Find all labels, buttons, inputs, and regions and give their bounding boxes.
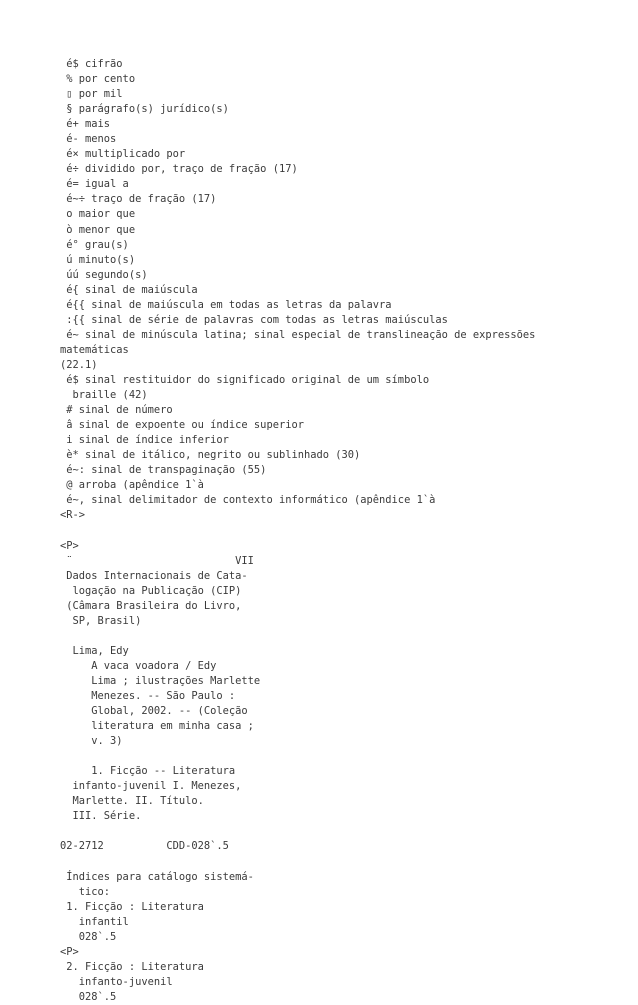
text-line: ¨ VII (60, 554, 254, 567)
text-line: A vaca voadora / Edy (60, 659, 217, 672)
text-line: 1. Ficção : Literatura (60, 900, 204, 913)
text-line (60, 824, 535, 839)
text-line: :{{ sinal de série de palavras com todas as letras maiúsculas (60, 313, 448, 326)
text-line: é~, sinal delimitador de contexto informático (apêndice 1`à (60, 494, 436, 507)
text-line: é° grau(s) (60, 238, 129, 251)
text-line: Global, 2002. -- (Coleção (60, 705, 248, 718)
text-line: matemáticas (60, 343, 129, 356)
text-line: é~÷ traço de fração (17) (60, 193, 217, 206)
text-line: Lima, Edy (60, 644, 129, 657)
text-line (60, 523, 535, 538)
text-line: <R-> (60, 509, 86, 522)
text-line: 2. Ficção : Literatura (60, 960, 204, 973)
text-line: (Câmara Brasileira do Livro, (60, 599, 242, 612)
text-line: Marlette. II. Título. (60, 795, 204, 808)
text-line: â sinal de expoente ou índice superior (60, 419, 304, 432)
text-line: Lima ; ilustrações Marlette (60, 674, 261, 687)
text-line: Dados Internacionais de Cata- (60, 569, 248, 582)
text-line (60, 854, 535, 869)
text-line: # sinal de número (60, 404, 173, 417)
text-line: è* sinal de itálico, negrito ou sublinhado (30) (60, 449, 361, 462)
text-line: infanto-juvenil (60, 975, 173, 988)
text-line: é{ sinal de maiúscula (60, 283, 198, 296)
text-line: é~ sinal de minúscula latina; sinal especial de translineação de expressões (60, 328, 536, 341)
text-line: 028`.5 (60, 930, 117, 943)
text-line: tico: (60, 885, 111, 898)
text-line: @ arroba (apêndice 1`à (60, 479, 204, 492)
text-line: Índices para catálogo sistemá- (60, 870, 254, 883)
text-line: SP, Brasil) (60, 614, 142, 627)
text-line: i sinal de índice inferior (60, 434, 229, 447)
text-line: braille (42) (60, 389, 148, 402)
document-text (60, 57, 535, 1005)
text-line (60, 629, 535, 644)
text-line: ò menor que (60, 223, 136, 236)
text-line: % por cento (60, 73, 136, 86)
text-line: é= igual a (60, 178, 129, 191)
text-line: é÷ dividido por, traço de fração (17) (60, 163, 298, 176)
text-line: infantil (60, 915, 129, 928)
text-line: III. Série. (60, 810, 142, 823)
text-line: 1. Ficção -- Literatura (60, 765, 236, 778)
text-line: é+ mais (60, 118, 111, 131)
text-line: é× multiplicado por (60, 148, 186, 161)
text-line: v. 3) (60, 735, 123, 748)
text-line: (22.1) (60, 358, 98, 371)
text-line: ▯ por mil (60, 88, 123, 101)
text-line: Menezes. -- São Paulo : (60, 689, 236, 702)
text-line: 02-2712 CDD-028`.5 (60, 840, 229, 853)
text-line: <P> (60, 945, 79, 958)
text-line: é$ cifrão (60, 58, 123, 70)
text-line: logação na Publicação (CIP) (60, 584, 242, 597)
text-line: é$ sinal restituidor do significado original de um símbolo (60, 373, 430, 386)
text-line: úú segundo(s) (60, 268, 148, 281)
text-line: § parágrafo(s) jurídico(s) (60, 103, 229, 116)
text-line: <P> (60, 539, 79, 552)
text-line: literatura em minha casa ; (60, 720, 254, 733)
text-line: 028`.5 (60, 990, 117, 1003)
text-line: o maior que (60, 208, 136, 221)
text-line: é~: sinal de transpaginação (55) (60, 464, 267, 477)
text-line (60, 749, 535, 764)
text-line: é{{ sinal de maiúscula em todas as letras da palavra (60, 298, 392, 311)
text-line: é- menos (60, 133, 117, 146)
text-line: infanto-juvenil I. Menezes, (60, 780, 242, 793)
text-line: ú minuto(s) (60, 253, 136, 266)
